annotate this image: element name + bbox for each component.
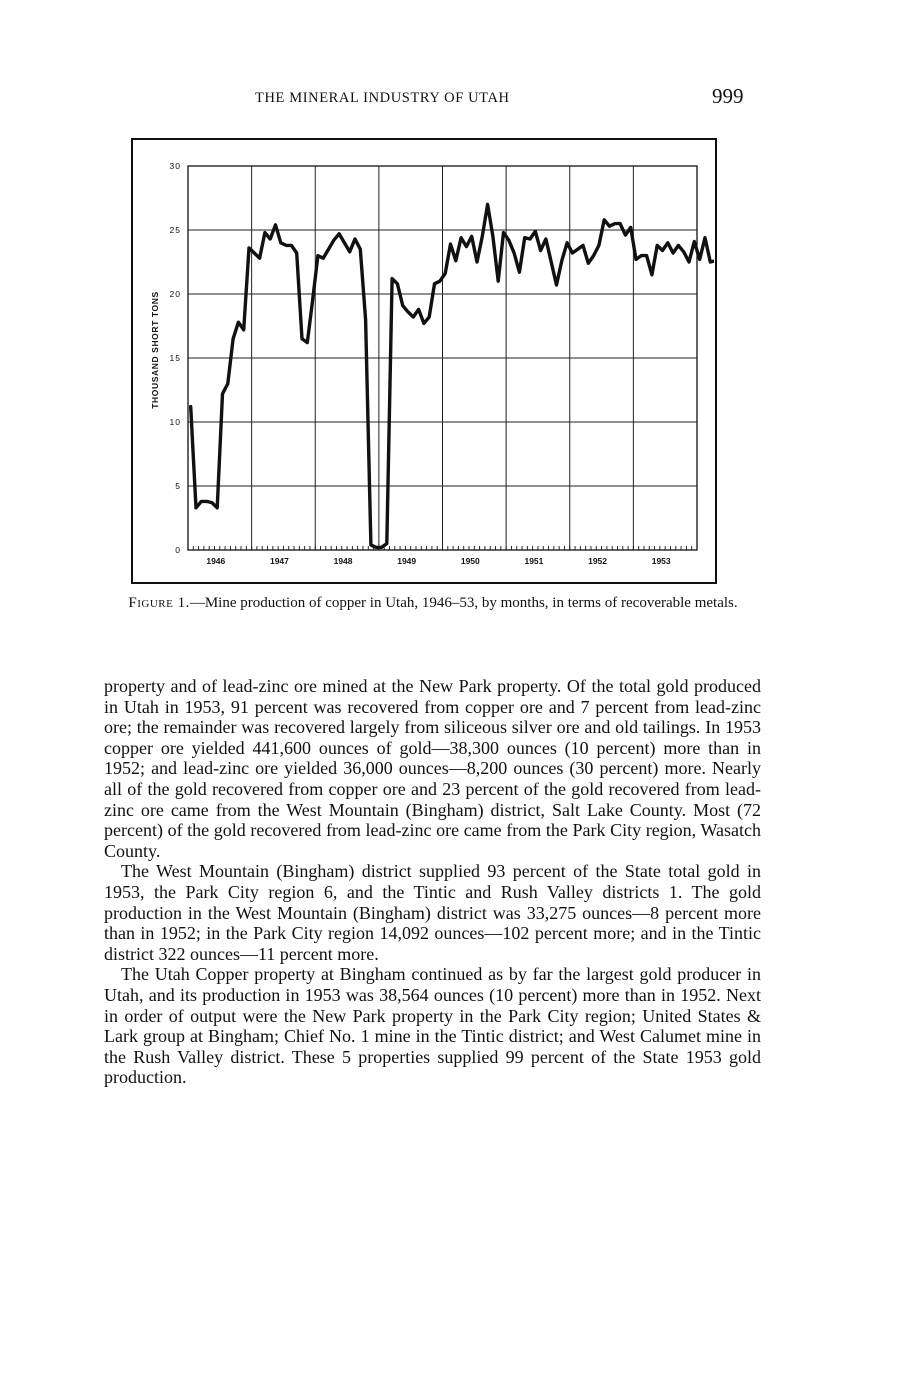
x-tick-label: 1946 xyxy=(206,556,226,566)
x-axis-ticks xyxy=(206,556,671,566)
figure-caption-text: —Mine production of copper in Utah, 1946–53, by months, in terms of recoverable metals. xyxy=(189,595,738,611)
figure-frame xyxy=(131,138,717,584)
page-number: 999 xyxy=(712,84,744,108)
body-text xyxy=(104,676,761,1088)
running-head: THE MINERAL INDUSTRY OF UTAH xyxy=(255,90,510,106)
y-tick-label: 20 xyxy=(169,289,181,299)
x-tick-label: 1952 xyxy=(588,556,608,566)
x-tick-label: 1950 xyxy=(460,556,480,566)
y-tick-label: 5 xyxy=(175,481,181,491)
x-tick-label: 1947 xyxy=(269,556,289,566)
figure-label: Figure 1. xyxy=(128,595,190,611)
y-tick-label: 15 xyxy=(169,353,181,363)
y-tick-label: 30 xyxy=(169,161,181,171)
y-tick-label: 0 xyxy=(175,545,181,555)
y-tick-label: 10 xyxy=(169,417,181,427)
paragraph: The West Mountain (Bingham) district supplied 93 percent of the State total gold in 1953, the Park City region 6, and the Tintic and Rush Valley districts 1. The gold production in the West Mountain (Bingham) district was 33,275 ounces—8 percent more than in 1952; in the Park City region 14,092 ounces—102 percent more; and in the Tintic district 322 ounces—11 percent more. xyxy=(104,861,761,964)
x-tick-label: 1949 xyxy=(397,556,417,566)
paragraph: property and of lead-zinc ore mined at the New Park property. Of the total gold produced in Utah in 1953, 91 percent was recovered from copper ore and 7 percent from lead-zinc ore; the remainder was recovered largely from siliceous silver ore and old tailings. In 1953 copper ore yielded 441,600 ounces of gold—38,300 ounces (10 percent) more than in 1952; and lead-zinc ore yielded 36,000 ounces—8,200 ounces (30 percent) more. Nearly all of the gold recovered from copper ore and 23 percent of the gold recovered from lead-zinc ore came from the West Mountain (Bingham) district, Salt Lake County. Most (72 percent) of the gold recovered from lead-zinc ore came from the Park City region, Wasatch County. xyxy=(104,676,761,861)
y-axis-label: THOUSAND SHORT TONS xyxy=(150,291,160,409)
paragraph: The Utah Copper property at Bingham continued as by far the largest gold producer in Utah, and its production in 1953 was 38,564 ounces (10 percent) more than in 1952. Next in order of output were the New Park property in the Park City region; United States & Lark group at Bingham; Chief No. 1 mine in the Tintic district; and West Calumet mine in the Rush Valley district. These 5 properties supplied 99 percent of the State 1953 gold production. xyxy=(104,964,761,1088)
figure-caption xyxy=(103,596,763,611)
x-tick-label: 1948 xyxy=(333,556,353,566)
x-tick-label: 1951 xyxy=(524,556,544,566)
copper-series-line xyxy=(191,204,714,547)
copper-production-chart xyxy=(133,140,714,581)
y-axis-ticks xyxy=(170,161,181,555)
x-tick-label: 1953 xyxy=(651,556,671,566)
y-tick-label: 25 xyxy=(169,225,181,235)
